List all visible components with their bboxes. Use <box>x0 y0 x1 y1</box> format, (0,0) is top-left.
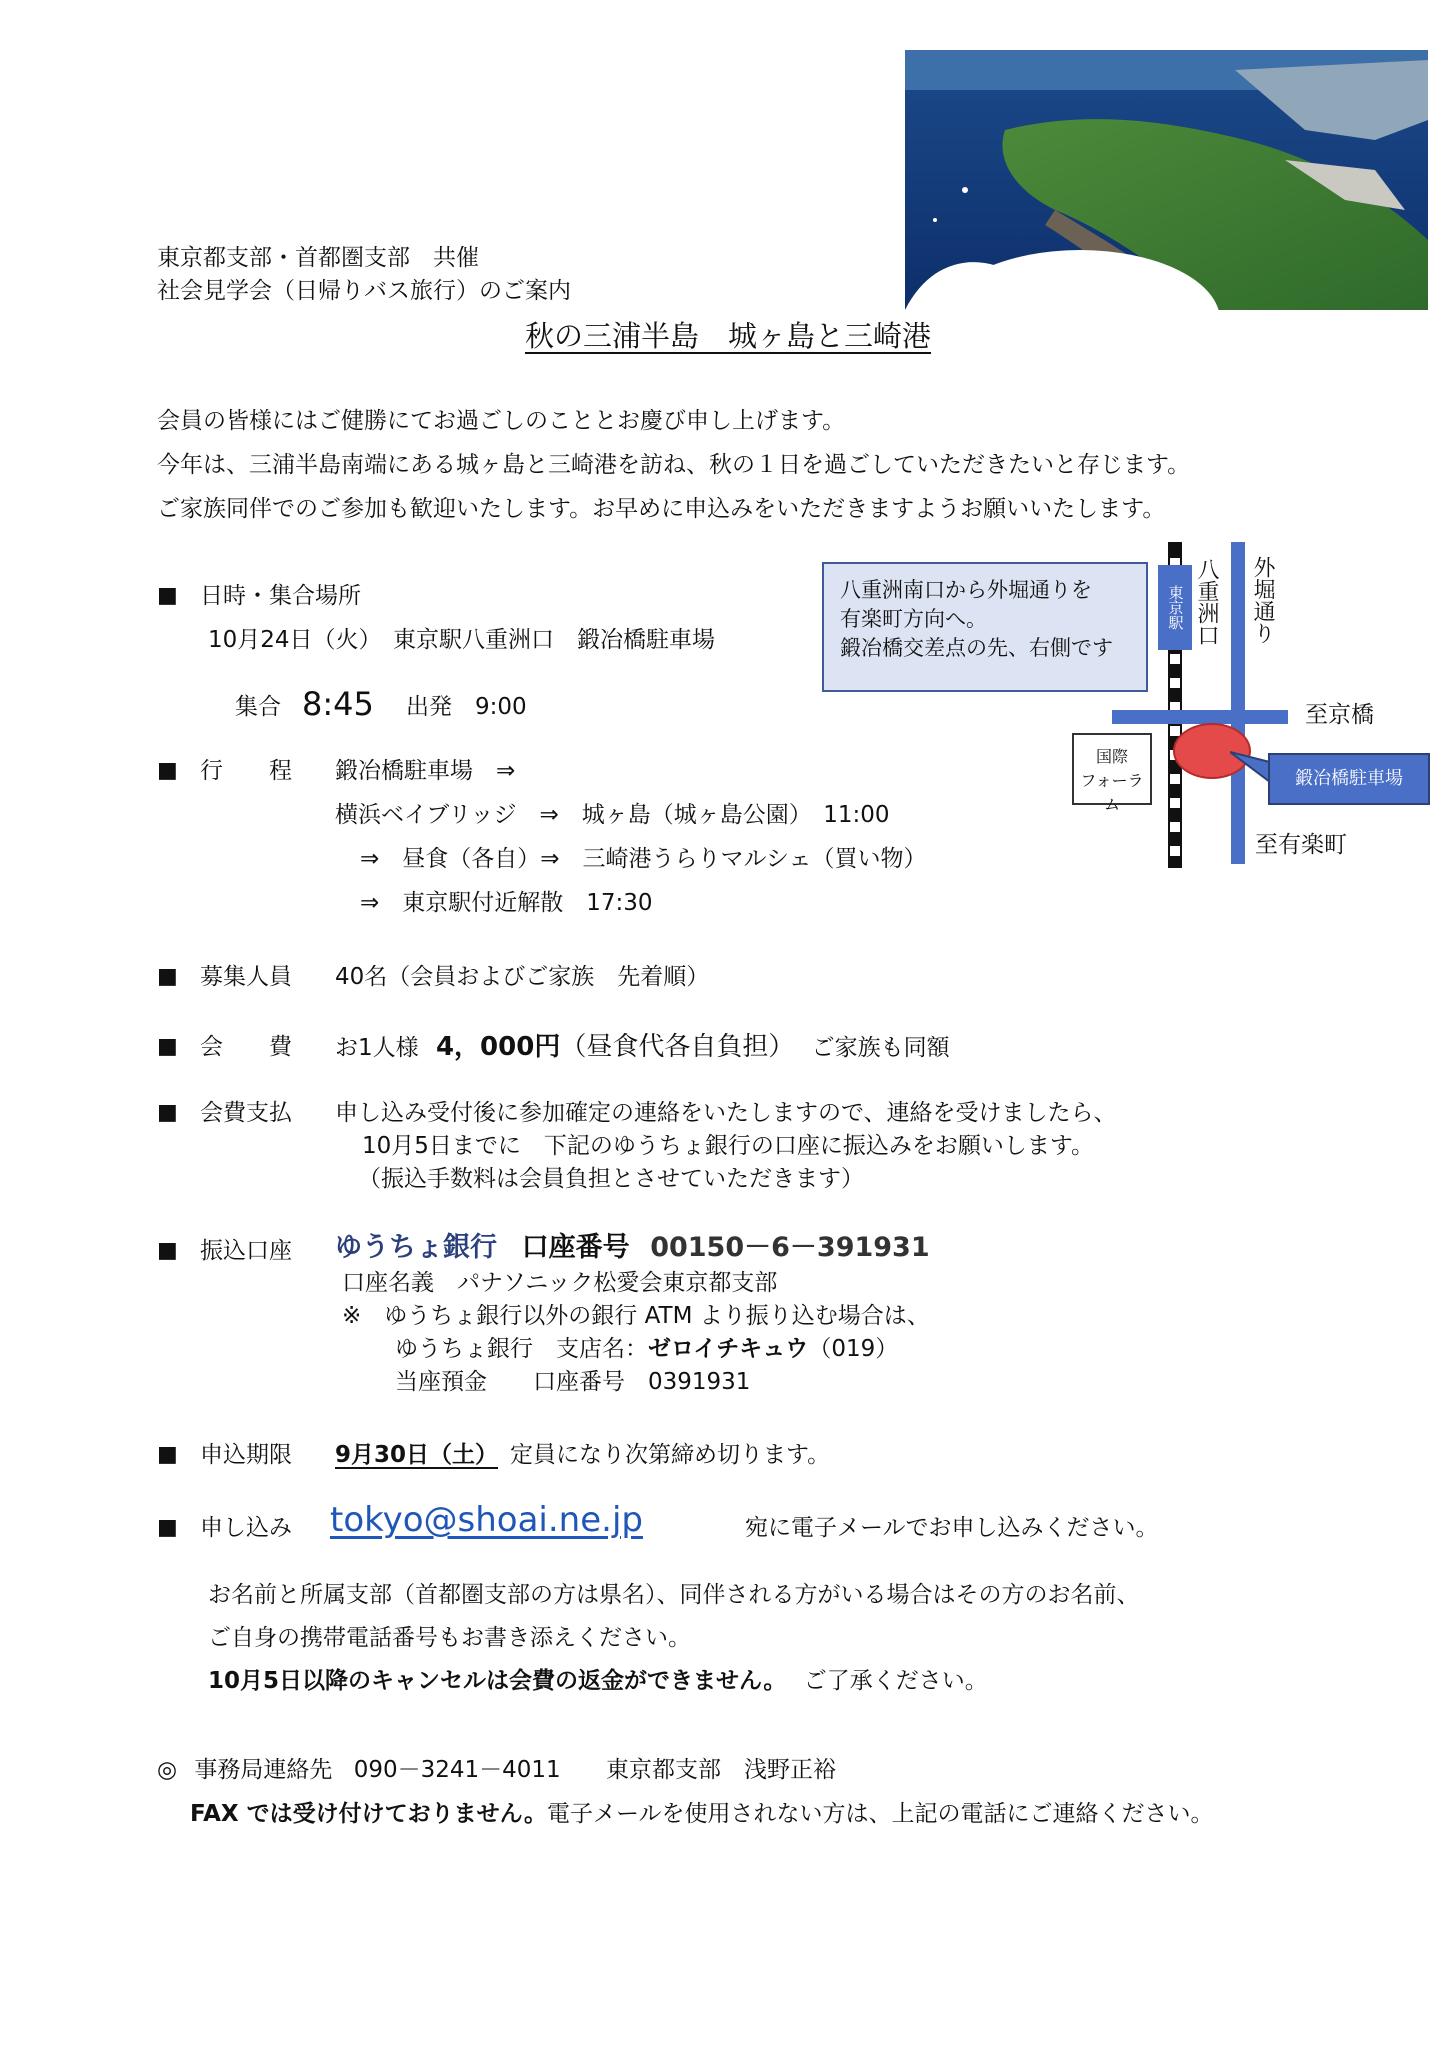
current-account: 当座預金 口座番号 0391931 <box>395 1369 751 1395</box>
yurakucho-label: 至有楽町 <box>1255 832 1347 858</box>
forum-label: 国際 <box>1095 747 1128 766</box>
contact-branch: 東京都支部 浅野正裕 <box>605 1757 836 1783</box>
payment-line: 申し込み受付後に参加確定の連絡をいたしますので、連絡を受けましたら、 <box>335 1100 1117 1126</box>
bank-name: ゆうちょ銀行 <box>335 1232 497 1263</box>
deadline-label: 申込期限 <box>200 1442 292 1468</box>
fee-amount: 4，000円 <box>435 1032 561 1062</box>
capacity-label: 募集人員 <box>200 964 292 990</box>
account-main <box>335 1228 930 1268</box>
intro-line: 今年は、三浦半島南端にある城ヶ島と三崎港を訪ね、秋の１日を過ごしていただきたいと存じます。 <box>157 452 1191 478</box>
cancel-note: 10月5日以降のキャンセルは会費の返金ができません。 <box>208 1668 787 1694</box>
fax-bold: FAX では受け付けておりません。 <box>190 1801 547 1827</box>
bullet-icon: ■ <box>157 1238 178 1263</box>
fee-suffix: ご家族も同額 <box>811 1035 950 1061</box>
fee-label: 会 費 <box>200 1034 292 1060</box>
intro-line: ご家族同伴でのご参加も歓迎いたします。お早めに申込みをいただきますようお願いいたします。 <box>157 496 1166 522</box>
datetime-value: 10月24日（火） 東京駅八重洲口 鍛冶橋駐車場 <box>208 627 716 653</box>
directions-line: 有楽町方向へ。 <box>840 607 987 631</box>
hero-photo <box>905 50 1428 310</box>
intro-line: 会員の皆様にはご健勝にてお過ごしのこととお慶び申し上げます。 <box>157 408 846 434</box>
other-bank-note: ※ ゆうちょ銀行以外の銀行 ATM より振り込む場合は、 <box>342 1303 930 1329</box>
bullet-icon: ■ <box>157 583 178 608</box>
callout-pointer-icon <box>1230 748 1270 788</box>
contact-line <box>157 1755 836 1785</box>
itinerary-line: 鍛冶橋駐車場 ⇒ <box>335 758 516 784</box>
branch-info <box>395 1334 898 1364</box>
bullet-icon: ■ <box>157 1442 178 1467</box>
directions-line: 八重洲南口から外堀通りを <box>840 578 1092 602</box>
sotobori-label: 外堀通り <box>1250 556 1275 644</box>
payment-line: 10月5日までに 下記のゆうちょ銀行の口座に振込みをお願いします。 <box>362 1133 1095 1159</box>
itinerary-line: ⇒ 昼食（各自）⇒ 三崎港うらりマルシェ（買い物） <box>360 846 927 872</box>
forum-box <box>1072 733 1152 814</box>
capacity-value: 40名（会員およびご家族 先着順） <box>335 964 710 990</box>
fee-value <box>335 1032 950 1063</box>
cancel-suffix: ご了承ください。 <box>803 1668 988 1694</box>
branch-name: ゼロイチキュウ <box>648 1336 809 1362</box>
branch-code: （019） <box>808 1336 899 1362</box>
yaesu-label: 八重洲口 <box>1194 558 1219 646</box>
contact-mark: ◎ <box>157 1757 178 1783</box>
payment-line: （振込手数料は会員負担とさせていただきます） <box>358 1166 864 1192</box>
meet-label: 集合 <box>235 694 281 720</box>
account-label: 振込口座 <box>200 1238 292 1264</box>
kajibashi-road <box>1112 710 1288 724</box>
contact-phone: 090－3241－4011 <box>353 1757 561 1783</box>
kyobashi-label: 至京橋 <box>1305 702 1374 728</box>
depart-label: 出発 <box>406 694 452 720</box>
email-link[interactable]: tokyo@shoai.ne.jp <box>330 1500 643 1540</box>
account-holder: 口座名義 パナソニック松愛会東京都支部 <box>342 1270 778 1296</box>
bullet-icon: ■ <box>157 1100 178 1125</box>
apply-line: お名前と所属支部（首都圏支部の方は県名）、同伴される方がいる場合はその方のお名前、 <box>208 1582 1140 1608</box>
apply-label: 申し込み <box>200 1515 292 1541</box>
directions-line: 鍛冶橋交差点の先、右側です <box>840 636 1113 660</box>
apply-suffix: 宛に電子メールでお申し込みください。 <box>745 1515 1159 1541</box>
datetime-label: 日時・集合場所 <box>200 583 361 609</box>
contact-label: 事務局連絡先 <box>194 1757 333 1783</box>
account-number-label: 口座番号 <box>521 1232 630 1263</box>
apply-line: ご自身の携帯電話番号もお書き添えください。 <box>208 1625 691 1651</box>
forum-label: フォーラム <box>1080 771 1144 814</box>
event-type: 社会見学会（日帰りバス旅行）のご案内 <box>157 278 571 304</box>
fee-note: （昼食代各自負担） <box>560 1032 795 1062</box>
sotobori-road <box>1231 542 1245 864</box>
fax-note <box>190 1799 1214 1829</box>
meet-time: 8:45 <box>302 685 374 723</box>
bullet-icon: ■ <box>157 758 178 783</box>
payment-label: 会費支払 <box>200 1100 292 1126</box>
organizer: 東京都支部・首都圏支部 共催 <box>157 245 479 271</box>
bullet-icon: ■ <box>157 1515 178 1540</box>
itinerary-line: ⇒ 東京駅付近解散 17:30 <box>360 890 653 916</box>
deadline-date: 9月30日（土） <box>335 1442 499 1468</box>
itinerary-label: 行 程 <box>200 758 292 784</box>
branch-prefix: ゆうちょ銀行 支店名： <box>395 1336 648 1362</box>
parking-label: 鍛冶橋駐車場 <box>1268 753 1430 805</box>
bullet-icon: ■ <box>157 1034 178 1059</box>
fee-prefix: お1人様 <box>335 1035 419 1061</box>
fax-rest: 電子メールを使用されない方は、上記の電話にご連絡ください。 <box>547 1801 1214 1827</box>
map-directions <box>822 562 1148 692</box>
itinerary-line: 横浜ベイブリッジ ⇒ 城ヶ島（城ヶ島公園） 11:00 <box>335 802 890 828</box>
depart-time: 9:00 <box>475 694 527 720</box>
bullet-icon: ■ <box>157 964 178 989</box>
tokyo-station-label: 東京駅 <box>1158 565 1192 650</box>
page-title: 秋の三浦半島 城ヶ島と三崎港 <box>525 319 932 353</box>
deadline-note: 定員になり次第締め切ります。 <box>510 1442 831 1468</box>
account-number: 00150－6－391931 <box>650 1232 930 1263</box>
cancel-policy <box>208 1666 988 1696</box>
